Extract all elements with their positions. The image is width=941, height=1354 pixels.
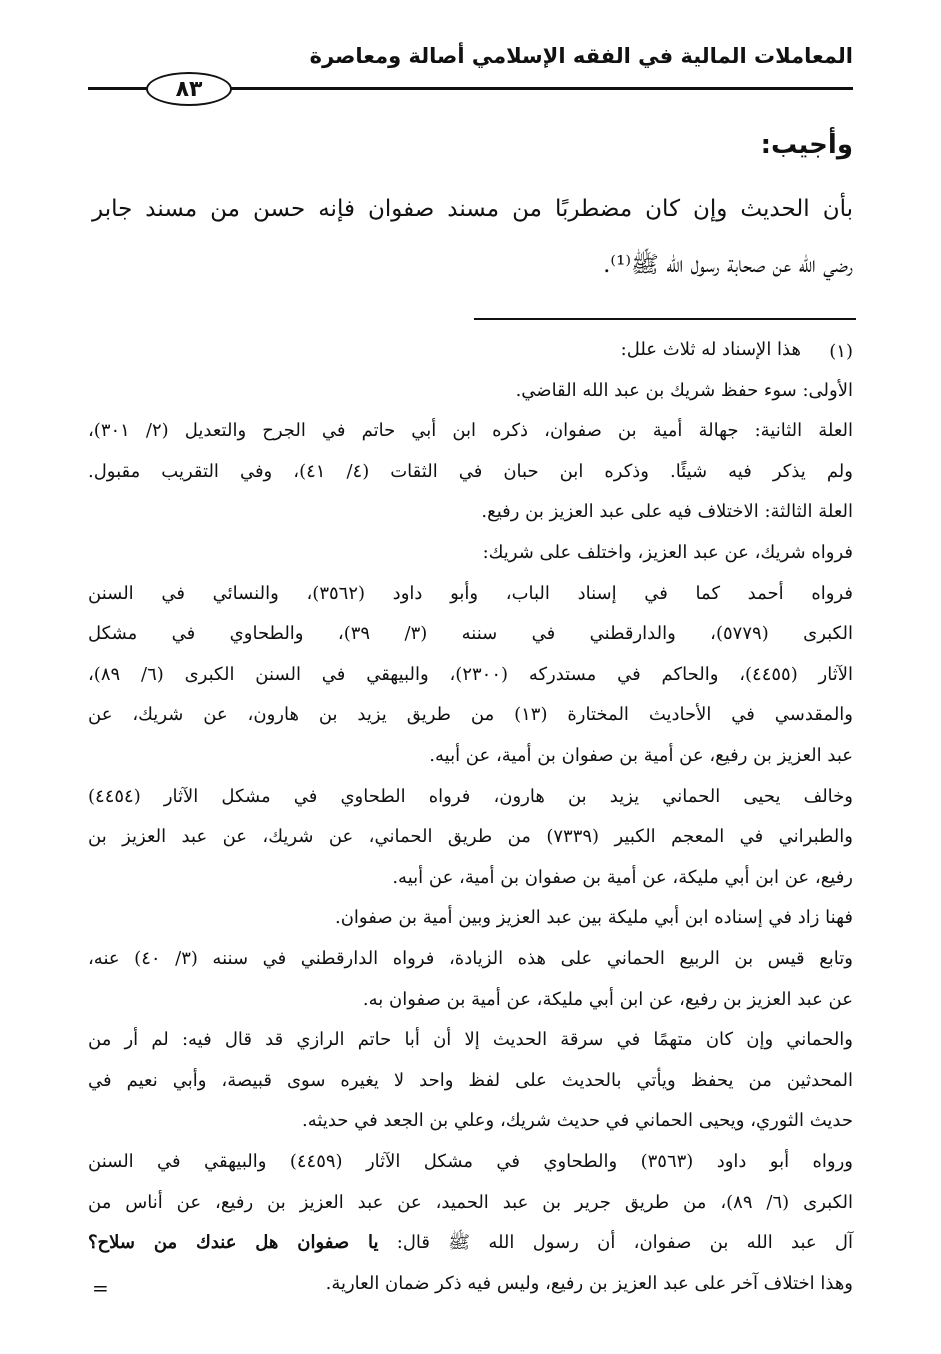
footnote-line: عبد العزيز بن رفيع، عن أمية بن صفوان بن أمية، عن أبيه. [429,745,853,766]
footnote-line: وخالف يحيى الحماني يزيد بن هارون، فرواه الطحاوي في مشكل الآثار (٤٤٥٤) [88,785,853,807]
footnote-line: هذا الإسناد له ثلاث علل: [620,339,801,360]
footnote-line: الكبرى (٦/ ٨٩)، من طريق جرير بن عبد الحميد، عن عبد العزيز بن رفيع، عن أناس من [88,1191,853,1213]
footnote-line: والمقدسي في الأحاديث المختارة (١٣) من طريق يزيد بن هارون، عن شريك، عن [88,704,853,726]
page-number: ٨٣ [146,72,232,106]
footnote-line: والحماني وإن كان متهمًا في سرقة الحديث إلا أن أبا حاتم الرازي قد قال فيه: لم أر من [88,1029,853,1051]
footnote-line: والطبراني في المعجم الكبير (٧٣٣٩) من طريق الحماني، عن شريك، عن عبد العزيز بن [88,826,853,848]
footnote-line: حديث الثوري، ويحيى الحماني في حديث شريك، وعلي بن الجعد في حديثه. [302,1110,853,1132]
body-line: بأن الحديث وإن كان مضطربًا من مسند صفوان فإنه حسن من مسند جابر [92,196,853,222]
answer-heading: وأجيب: [760,130,853,160]
footnote-marker: (١) [829,341,853,362]
footnote-line: فرواه أحمد كما في إسناد الباب، وأبو داود (٣٥٦٢)، والنسائي في السنن [88,582,854,604]
continuation-mark: = [92,1276,109,1300]
footnote-line: آل عبد الله بن صفوان، أن رسول الله ﷺ قال: يا صفوان هل عندك من سلاح؟ [88,1232,854,1254]
footnote-line: وهذا اختلاف آخر على عبد العزيز بن رفيع، وليس فيه ذكر ضمان العارية. [325,1272,853,1294]
body-line: رضي الله عن صحابة رسول الله ﷺ⁽¹⁾. [603,252,853,278]
footnote-line: فرواه شريك، عن عبد العزيز، واختلف على شريك: [482,542,853,563]
footnote-line: رفيع، عن ابن أبي مليكة، عن أمية بن صفوان بن أمية، عن أبيه. [392,866,853,888]
footnote-line: العلة الثانية: جهالة أمية بن صفوان، ذكره ابن أبي حاتم في الجرح والتعديل (٢/ ٣٠١)، [88,420,853,442]
footnote-line: ورواه أبو داود (٣٥٦٣) والطحاوي في مشكل الآثار (٤٤٥٩) والبيهقي في السنن [88,1151,853,1172]
footnote-line: الكبرى (٥٧٧٩)، والدارقطني في سننه (٣/ ٣٩)، والطحاوي في مشكل [88,623,853,645]
bold-quote: يا صفوان هل عندك من سلاح؟ [88,1232,379,1254]
footnote-line: العلة الثالثة: الاختلاف فيه على عبد العزيز بن رفيع. [481,501,853,523]
footnote-rule [474,318,856,320]
footnote-line: فهنا زاد في إسناده ابن أبي مليكة بين عبد العزيز وبين أمية بن صفوان. [334,907,853,929]
footnote-line: ولم يذكر فيه شيئًا. وذكره ابن حبان في الثقات (٤/ ٤١)، وفي التقريب مقبول. [88,460,853,482]
footnote-line: المحدثين من يحفظ ويأتي بالحديث على لفظ واحد لا يغيره سوى قبيصة، وأبي نعيم في [88,1069,853,1091]
footnote-line: الآثار (٤٤٥٥)، والحاكم في مستدركه (٢٣٠٠)، والبيهقي في السنن الكبرى (٦/ ٨٩)، [88,663,854,685]
running-title: المعاملات المالية في الفقه الإسلامي أصالة ومعاصرة [309,44,853,68]
footnote-line: وتابع قيس بن الربيع الحماني على هذه الزيادة، فرواه الدارقطني في سننه (٣/ ٤٠) عنه، [88,948,853,969]
footnote-line: عن عبد العزيز بن رفيع، عن ابن أبي مليكة، عن أمية بن صفوان به. [362,988,853,1010]
footnote-line: الأولى: سوء حفظ شريك بن عبد الله القاضي. [515,379,853,401]
